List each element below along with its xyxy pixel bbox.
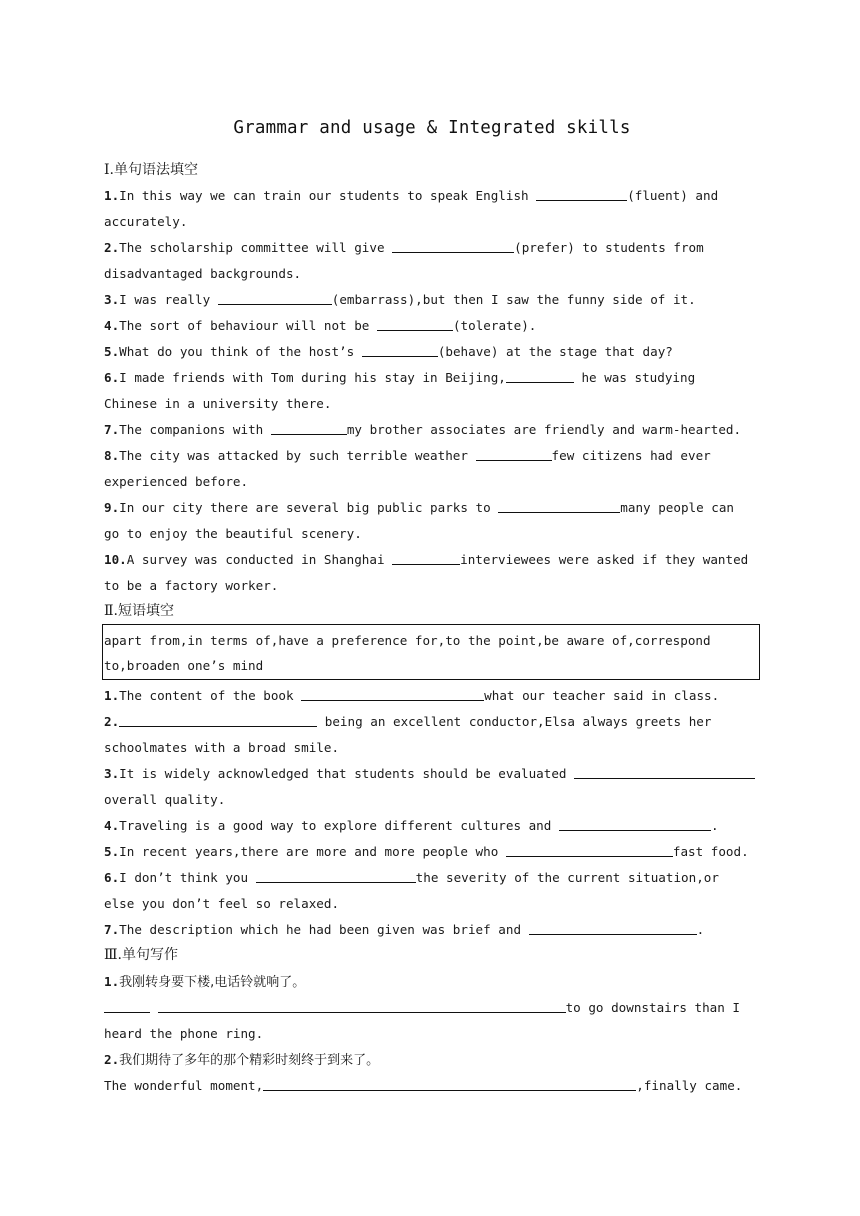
question-3-1: to go downstairs than I — [104, 995, 740, 1021]
question-2-2: 2. being an excellent conductor,Elsa always greets her — [104, 714, 712, 729]
question-1-6-cont: Chinese in a university there. — [104, 396, 332, 411]
question-1-1-cont: accurately. — [104, 214, 188, 229]
question-2-3: 3.It is widely acknowledged that students should be evaluated — [104, 761, 755, 787]
question-1-8-cont: experienced before. — [104, 474, 249, 489]
answer-blank[interactable] — [559, 816, 711, 831]
question-1-8: 8.The city was attacked by such terrible weather few citizens had ever — [104, 448, 711, 463]
question-1-3: 3.I was really (embarrass),but then I saw the funny side of it. — [104, 292, 696, 307]
answer-blank[interactable] — [506, 368, 574, 383]
answer-blank[interactable] — [476, 446, 552, 461]
question-1-2: 2.The scholarship committee will give (prefer) to students from — [104, 240, 704, 255]
question-1-1: 1.In this way we can train our students to speak English (fluent) and — [104, 188, 719, 203]
answer-blank[interactable] — [574, 764, 755, 779]
question-3-2: The wonderful moment, ,finally came. — [104, 1078, 743, 1093]
answer-blank[interactable] — [362, 342, 438, 357]
answer-blank[interactable] — [119, 712, 317, 727]
answer-blank[interactable] — [256, 868, 416, 883]
question-2-1: 1.The content of the book what our teacher said in class. — [104, 688, 720, 703]
question-1-9: 9.In our city there are several big public parks to many people can — [104, 500, 735, 515]
question-2-2-cont: schoolmates with a broad smile. — [104, 740, 340, 755]
question-2-7: 7.The description which he had been given was brief and . — [104, 922, 705, 937]
question-3-2-prompt: 2.我们期待了多年的那个精彩时刻终于到来了。 — [104, 1052, 380, 1068]
page-title: Grammar and usage & Integrated skills — [233, 118, 631, 138]
answer-blank[interactable] — [218, 290, 332, 305]
answer-blank[interactable] — [271, 420, 347, 435]
question-2-3-cont: overall quality. — [104, 792, 226, 807]
answer-blank[interactable] — [529, 920, 697, 935]
question-2-4: 4.Traveling is a good way to explore different cultures and . — [104, 818, 719, 833]
answer-blank[interactable] — [104, 998, 150, 1013]
answer-blank[interactable] — [158, 998, 566, 1013]
question-3-1-cont: heard the phone ring. — [104, 1026, 264, 1041]
question-1-10-cont: to be a factory worker. — [104, 578, 279, 593]
question-2-6: 6.I don’t think you the severity of the current situation,or — [104, 870, 719, 885]
question-1-2-cont: disadvantaged backgrounds. — [104, 266, 302, 281]
question-1-4: 4.The sort of behaviour will not be (tolerate). — [104, 318, 537, 333]
question-3-1-prompt: 1.我刚转身要下楼,电话铃就响了。 — [104, 974, 306, 990]
answer-blank[interactable] — [263, 1076, 636, 1091]
question-1-7: 7.The companions with my brother associates are friendly and warm-hearted. — [104, 422, 742, 437]
answer-blank[interactable] — [506, 842, 673, 857]
answer-blank[interactable] — [536, 186, 627, 201]
section-2-heading: Ⅱ.短语填空 — [104, 603, 174, 619]
question-1-10: 10.A survey was conducted in Shanghai interviewees were asked if they wanted — [104, 552, 749, 567]
answer-blank[interactable] — [392, 238, 514, 253]
question-2-6-cont: else you don’t feel so relaxed. — [104, 896, 340, 911]
question-1-9-cont: go to enjoy the beautiful scenery. — [104, 526, 362, 541]
question-1-6: 6.I made friends with Tom during his stay in Beijing, he was studying — [104, 370, 696, 385]
question-1-5: 5.What do you think of the host’s (behave) at the stage that day? — [104, 344, 673, 359]
answer-blank[interactable] — [498, 498, 620, 513]
answer-blank[interactable] — [392, 550, 460, 565]
phrase-bank-line-1: apart from,in terms of,have a preference for,to the point,be aware of,correspond — [104, 633, 711, 648]
answer-blank[interactable] — [301, 686, 484, 701]
section-3-heading: Ⅲ.单句写作 — [104, 947, 178, 963]
question-2-5: 5.In recent years,there are more and more people who fast food. — [104, 844, 749, 859]
answer-blank[interactable] — [377, 316, 453, 331]
section-1-heading: Ⅰ.单句语法填空 — [104, 162, 198, 178]
phrase-bank-line-2: to,broaden one’s mind — [104, 658, 264, 673]
